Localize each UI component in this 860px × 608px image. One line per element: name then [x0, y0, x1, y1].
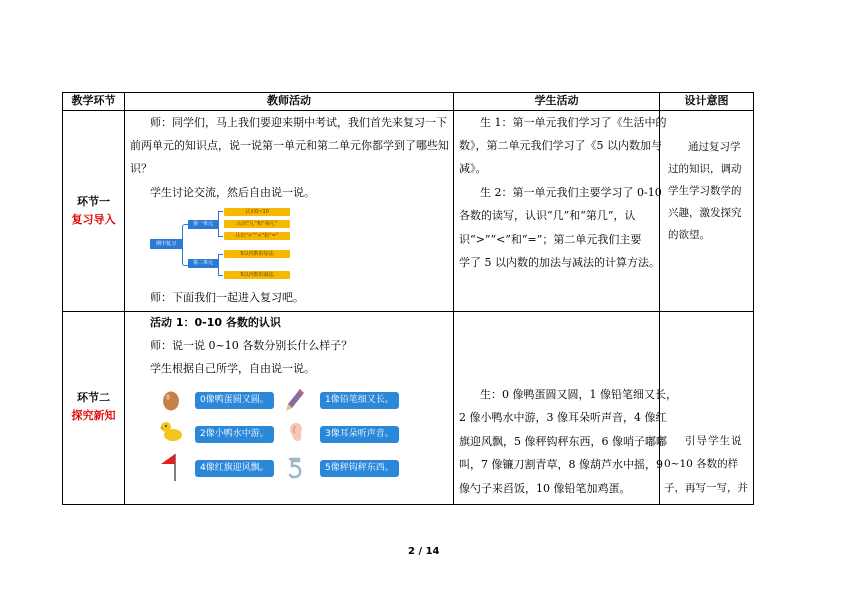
design-intent-line: 0~10 各数的样	[664, 458, 739, 470]
section-label-1	[63, 193, 124, 229]
teacher-line: 前两单元的知识点，说一说第一单元和第二单元你都学到了哪些知	[130, 139, 449, 152]
teacher-line: 师：下面我们一起进入复习吧。	[150, 291, 304, 304]
col-line-2	[453, 92, 454, 505]
pencil-icon	[285, 388, 305, 412]
col-line-1	[124, 92, 125, 505]
mindmap-unit1: 第一单元	[188, 220, 218, 229]
ear-icon	[287, 421, 305, 443]
mindmap-connector	[218, 254, 223, 276]
teacher-line: 师：同学们，马上我们要迎来期中考试，我们首先来复习一下	[150, 116, 447, 129]
design-intent: 通过复习学过的知识，调动学生学习数学的兴趣，激发探究的欲望。	[668, 141, 742, 241]
student-line: 像勺子来舀饭，10 像铅笔加鸡蛋。	[459, 482, 631, 495]
col-line-0	[62, 92, 63, 505]
student-line: 数》，第二单元我们学习了《5 以内数加与	[459, 139, 662, 152]
mindmap-item: 认识0~10	[224, 208, 290, 216]
col-line-4	[753, 92, 754, 505]
picture-label: 5像秤钩秤东西。	[320, 460, 399, 477]
mindmap-item: 认识“几”和“第几”	[224, 220, 290, 228]
picture-label: 0像鸭蛋圆又圆。	[195, 392, 274, 409]
student-line: 生：0 像鸭蛋圆又圆，1 像铅笔细又长，	[480, 388, 677, 401]
student-line: 各数的读写，认识“几”和“第几”，认	[459, 209, 636, 222]
teacher-line: 学生讨论交流，然后自由说一说。	[150, 186, 315, 199]
student-line: 生 2：第一单元我们主要学习了 0-10	[480, 186, 662, 199]
section-subtitle: 复习导入	[71, 213, 116, 226]
activity-title: 活动 1：0-10 各数的认识	[150, 316, 281, 329]
flag-icon	[159, 452, 181, 482]
teacher-line: 识？	[130, 162, 152, 175]
header-student: 学生活动	[534, 94, 579, 107]
table-border-bottom	[62, 504, 754, 505]
picture-label: 3像耳朵听声音。	[320, 426, 399, 443]
mindmap-item: 5以内数的减法	[224, 271, 290, 279]
section-label-2	[63, 389, 124, 425]
mindmap-root: 期中复习	[150, 239, 182, 249]
student-line: 减》。	[459, 162, 487, 175]
design-intent-line: 引导学生说	[685, 435, 743, 447]
egg-icon	[161, 389, 181, 411]
mindmap	[150, 206, 295, 286]
student-line: 旗迎风飘，5 像秤钩秤东西，6 像哨子嘟嘟	[459, 435, 667, 448]
header-intent: 设计意图	[684, 94, 729, 107]
student-line: 2 像小鸭水中游，3 像耳朵听声音，4 像红	[459, 411, 667, 424]
header-teacher: 教师活动	[267, 94, 311, 107]
section-title: 环节一	[77, 195, 110, 208]
design-intent-line: 子，再写一写，并	[664, 482, 748, 494]
picture-label: 1像铅笔细又长。	[320, 392, 399, 409]
teacher-line: 学生根据自己所学，自由说一说。	[150, 362, 315, 375]
student-line: 学了 5 以内数的加法与减法的计算方法。	[459, 256, 660, 269]
picture-label: 4像红旗迎风飘。	[195, 460, 274, 477]
section-subtitle: 探究新知	[71, 409, 116, 422]
picture-label: 2像小鸭水中游。	[195, 426, 274, 443]
student-line: 识“>”“<”和“=”；第二单元我们主要	[459, 233, 642, 246]
number-pictures	[155, 386, 405, 486]
mindmap-connector	[218, 211, 223, 237]
section-title: 环节二	[77, 391, 110, 404]
page-number: 2 / 14	[408, 546, 440, 557]
mindmap-item: 5以内数的加法	[224, 250, 290, 258]
student-line: 生 1：第一单元我们学习了《生活中的	[480, 116, 667, 129]
teacher-line: 师：说一说 0~10 各数分别长什么样子？	[150, 339, 353, 352]
mindmap-item: 认识“>”“<”和“=”	[224, 232, 290, 240]
header-section: 教学环节	[71, 94, 116, 107]
student-line: 叫，7 像镰刀割青草，8 像葫芦水中摇，9	[459, 458, 663, 471]
mindmap-unit2: 第二单元	[188, 259, 218, 268]
duck-icon	[159, 420, 183, 442]
hook-icon	[287, 456, 303, 480]
